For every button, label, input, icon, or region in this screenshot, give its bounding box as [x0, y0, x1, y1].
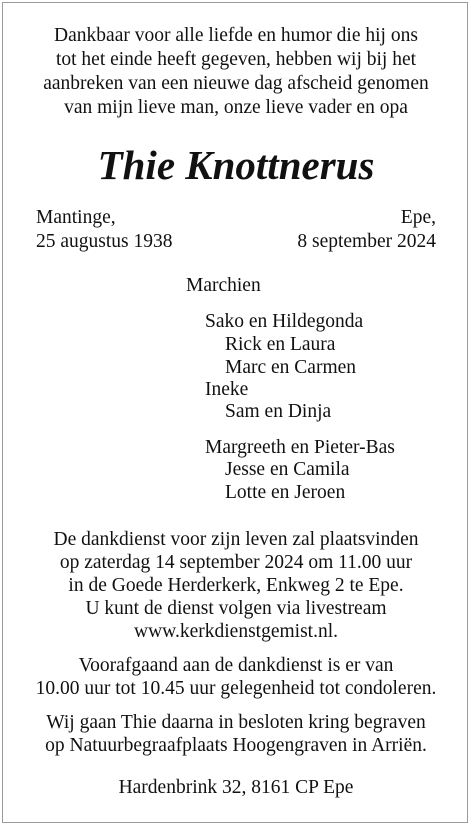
family-child-1: Sako en Hildegonda: [205, 311, 364, 332]
service-line-1: De dankdienst voor zijn leven zal plaatsvinden: [53, 529, 419, 550]
intro-line-4: van mijn lieve man, onze lieve vader en opa: [64, 97, 408, 118]
condolence-line-2: 10.00 uur tot 10.45 uur gelegenheid tot condoleren.: [35, 678, 437, 699]
burial-line-1: Wij gaan Thie daarna in besloten kring begraven: [46, 712, 426, 733]
family-spouse: Marchien: [186, 275, 261, 296]
family-child-3: Margreeth en Pieter-Bas: [205, 437, 395, 458]
family-grandchild-1b: Marc en Carmen: [225, 357, 357, 378]
birth-date: 25 augustus 1938: [36, 231, 173, 252]
service-line-4: U kunt de dienst volgen via livestream: [85, 598, 387, 619]
condolence-line-1: Voorafgaand aan de dankdienst is er van: [78, 655, 394, 676]
family-grandchild-3a: Jesse en Camila: [225, 459, 350, 480]
death-date: 8 september 2024: [297, 231, 436, 252]
death-place: Epe,: [400, 207, 436, 228]
livestream-url: www.kerkdienstgemist.nl.: [134, 621, 338, 642]
family-child-2: Ineke: [205, 379, 249, 400]
intro-line-1: Dankbaar voor alle liefde en humor die hij ons: [54, 25, 418, 46]
home-address: Hardenbrink 32, 8161 CP Epe: [118, 777, 354, 798]
family-grandchild-2a: Sam en Dinja: [225, 401, 332, 422]
birth-place: Mantinge,: [36, 207, 116, 228]
service-line-3: in de Goede Herderkerk, Enkweg 2 te Epe.: [68, 575, 404, 596]
intro-line-2: tot het einde heeft gegeven, hebben wij bij het: [55, 49, 417, 70]
intro-line-3: aanbreken van een nieuwe dag afscheid genomen: [43, 73, 429, 94]
family-grandchild-3b: Lotte en Jeroen: [225, 482, 346, 503]
deceased-name: Thie Knottnerus: [97, 142, 375, 188]
service-line-2: op zaterdag 14 september 2024 om 11.00 uur: [59, 552, 413, 573]
family-grandchild-1a: Rick en Laura: [225, 334, 336, 355]
burial-line-2: op Natuurbegraafplaats Hoogengraven in Arriën.: [45, 735, 427, 756]
